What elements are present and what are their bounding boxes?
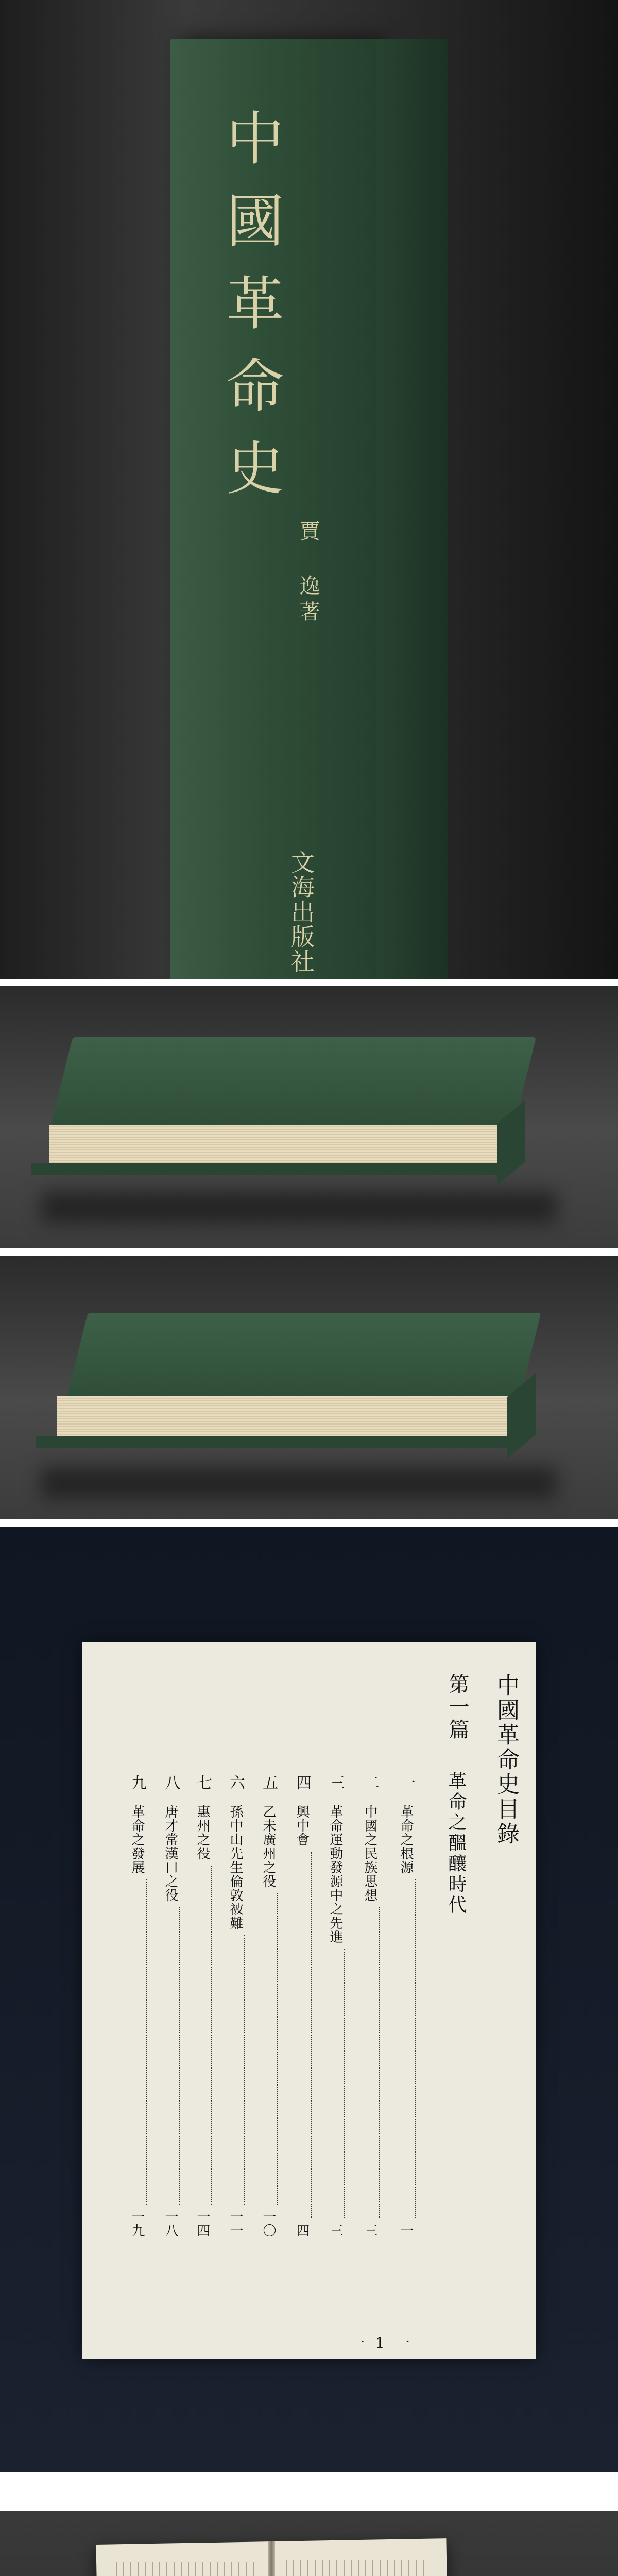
toc-entry-title: 革命運動發源中之先進 — [328, 1805, 343, 1944]
toc-entry-num: 六 — [230, 1774, 245, 1792]
toc-entry-page: 一 — [398, 2224, 414, 2238]
toc-entry-num: 四 — [296, 1774, 312, 1792]
toc-leader — [259, 1893, 278, 2205]
toc-entry-page: 一九 — [129, 2210, 145, 2238]
toc-entry-page: 一一 — [228, 2210, 243, 2238]
page-folio: 一 1 一 — [350, 2334, 413, 2351]
toc-leader — [293, 1852, 312, 2218]
toc-entry-num: 九 — [131, 1774, 147, 1792]
toc-entry — [259, 1805, 278, 2238]
toc-entry-title: 唐才常漢口之役 — [163, 1805, 178, 1902]
cover-edge — [376, 39, 448, 979]
photo-gap — [0, 979, 618, 986]
toc-entry-page: 三 — [328, 2224, 343, 2238]
text-lines-left — [116, 2562, 255, 2576]
toc-leader — [161, 1907, 180, 2205]
toc-entry — [293, 1805, 312, 2238]
shadow — [41, 1192, 556, 1223]
book-gutter — [268, 2541, 275, 2576]
page-edges — [57, 1396, 510, 1437]
toc-entry-title: 惠州之役 — [195, 1805, 210, 1860]
toc-entry-title: 革命之發展 — [129, 1805, 145, 1874]
page-edges — [49, 1125, 497, 1166]
spine-title: 中國革命史 — [217, 108, 284, 520]
photo-gap — [0, 2472, 618, 2511]
toc-heading: 中國革命史目錄 — [493, 1673, 519, 1846]
toc-leader — [128, 1879, 147, 2205]
photo-gap — [0, 1519, 618, 1527]
toc-leader — [397, 1879, 416, 2218]
photo-open-book-1 — [0, 2511, 618, 2576]
book-top-cover — [51, 1037, 536, 1125]
toc-entry-page: 一八 — [163, 2210, 178, 2238]
spine-publisher: 文海出版社 — [287, 850, 315, 974]
toc-part-title: 革命之醞釀時代 — [445, 1771, 467, 1916]
toc-part: 第一篇 — [445, 1673, 469, 1741]
toc-entry — [397, 1805, 416, 2238]
toc-entry-num: 八 — [165, 1774, 180, 1792]
photo-table-of-contents — [0, 1527, 618, 2472]
toc-entry — [226, 1805, 245, 2238]
photo-book-lying-2 — [0, 1256, 618, 1519]
toc-entry-title: 孫中山先生倫敦被難 — [228, 1805, 243, 1930]
toc-leader — [360, 1907, 380, 2218]
toc-entry — [161, 1805, 180, 2238]
shadow — [41, 1467, 556, 1498]
toc-entry — [193, 1805, 212, 2238]
toc-entry — [326, 1805, 345, 2238]
photo-gap — [0, 1248, 618, 1256]
toc-page — [82, 1642, 536, 2359]
spine-author: 賈 逸著 — [296, 520, 320, 626]
toc-entry-num: 三 — [330, 1774, 345, 1792]
toc-entry — [360, 1805, 380, 2238]
toc-entry-page: 三 — [362, 2224, 377, 2238]
toc-entry — [128, 1805, 147, 2238]
toc-entry-num: 五 — [263, 1774, 278, 1792]
photo-spine — [0, 0, 618, 979]
toc-entry-title: 革命之根源 — [398, 1805, 414, 1874]
toc-leader — [326, 1949, 345, 2218]
photo-book-lying-1 — [0, 986, 618, 1248]
toc-entry-page: 一四 — [195, 2210, 210, 2238]
toc-leader — [226, 1935, 245, 2205]
book-bottom-board — [36, 1436, 510, 1448]
toc-entry-page: 一〇 — [261, 2210, 276, 2238]
toc-entry-num: 二 — [364, 1774, 380, 1792]
book-top-cover — [66, 1313, 541, 1398]
toc-entry-num: 一 — [400, 1774, 416, 1792]
book-bottom-board — [31, 1163, 500, 1175]
toc-entry-page: 四 — [294, 2224, 310, 2238]
toc-entry-title: 中國之民族思想 — [362, 1805, 377, 1902]
toc-leader — [193, 1866, 212, 2205]
toc-entry-title: 乙未廣州之役 — [261, 1805, 276, 1888]
toc-entry-num: 七 — [197, 1774, 212, 1792]
text-lines-right — [286, 2560, 430, 2576]
toc-entry-title: 興中會 — [294, 1805, 310, 1846]
